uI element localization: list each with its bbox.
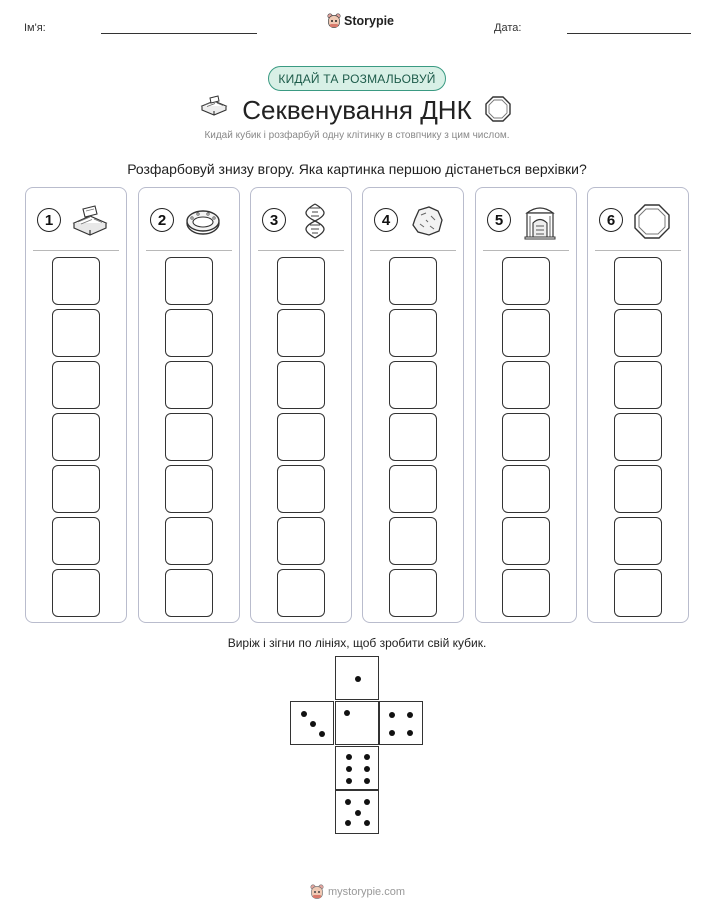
die-pip — [319, 731, 325, 737]
column-header — [476, 188, 576, 250]
die-pip — [310, 721, 316, 727]
footer — [310, 884, 405, 900]
color-cell[interactable] — [614, 361, 662, 409]
column-3 — [250, 187, 352, 623]
date-label: Дата: — [494, 22, 522, 34]
page-subtitle: Кидай кубик і розфарбуй одну клітинку в стовпчику з цим числом. — [204, 130, 510, 141]
octagon-icon — [484, 95, 512, 123]
cell-stack — [389, 257, 437, 621]
octagon-icon — [632, 201, 672, 241]
worksheet-header — [0, 0, 714, 50]
color-cell[interactable] — [389, 361, 437, 409]
column-2 — [138, 187, 240, 623]
cell-stack — [614, 257, 662, 621]
color-cell[interactable] — [52, 361, 100, 409]
color-cell[interactable] — [165, 309, 213, 357]
dna-icon — [295, 201, 335, 241]
column-divider — [33, 250, 119, 251]
die-face-3 — [290, 701, 334, 745]
color-cell[interactable] — [165, 413, 213, 461]
die-face-1 — [335, 656, 379, 700]
die-pip — [344, 710, 350, 716]
die-pip — [407, 712, 413, 718]
color-cell[interactable] — [389, 413, 437, 461]
die-pip — [355, 810, 361, 816]
color-cell[interactable] — [389, 465, 437, 513]
die-pip — [346, 766, 352, 772]
color-cell[interactable] — [389, 257, 437, 305]
die-pip — [364, 754, 370, 760]
color-cell[interactable] — [614, 413, 662, 461]
color-cell[interactable] — [614, 569, 662, 617]
column-4 — [362, 187, 464, 623]
column-number: 3 — [262, 208, 286, 232]
die-pip — [301, 711, 307, 717]
color-cell[interactable] — [614, 309, 662, 357]
instruction-coloring: Розфарбовуй знизу вгору. Яка картинка першою дістанеться верхівки? — [127, 161, 587, 177]
column-1 — [25, 187, 127, 623]
color-cell[interactable] — [502, 569, 550, 617]
die-pip — [364, 766, 370, 772]
column-divider — [146, 250, 232, 251]
color-cell[interactable] — [614, 517, 662, 565]
color-cell[interactable] — [502, 257, 550, 305]
color-cell[interactable] — [277, 569, 325, 617]
die-face-6 — [335, 746, 379, 790]
die-face-1 — [335, 701, 379, 745]
column-number: 6 — [599, 208, 623, 232]
die-pip — [355, 676, 361, 682]
column-header — [139, 188, 239, 250]
color-cell[interactable] — [277, 413, 325, 461]
color-cell[interactable] — [277, 257, 325, 305]
brand-logo — [327, 13, 394, 29]
color-cell[interactable] — [277, 309, 325, 357]
color-cell[interactable] — [165, 361, 213, 409]
color-cell[interactable] — [165, 465, 213, 513]
color-cell[interactable] — [52, 309, 100, 357]
instruction-cube: Виріж і зігни по лініях, щоб зробити свій кубик. — [227, 636, 487, 650]
color-cell[interactable] — [502, 413, 550, 461]
cell-stack — [502, 257, 550, 621]
cell-stack — [52, 257, 100, 621]
die-pip — [364, 820, 370, 826]
color-cell[interactable] — [277, 517, 325, 565]
die-pip — [345, 820, 351, 826]
die-pip — [345, 799, 351, 805]
color-cell[interactable] — [277, 361, 325, 409]
color-cell[interactable] — [389, 569, 437, 617]
brand-name: Storypie — [344, 14, 395, 28]
column-header — [588, 188, 688, 250]
color-cell[interactable] — [52, 517, 100, 565]
column-number: 1 — [37, 208, 61, 232]
color-cell[interactable] — [502, 309, 550, 357]
die-pip — [364, 778, 370, 784]
color-cell[interactable] — [52, 257, 100, 305]
activity-badge: КИДАЙ ТА РОЗМАЛЬОВУЙ — [268, 66, 446, 91]
die-pip — [346, 778, 352, 784]
color-cell[interactable] — [52, 465, 100, 513]
column-header — [363, 188, 463, 250]
color-cell[interactable] — [502, 517, 550, 565]
die-pip — [364, 799, 370, 805]
rock-icon — [407, 201, 447, 241]
color-cell[interactable] — [165, 569, 213, 617]
color-cell[interactable] — [165, 257, 213, 305]
die-pip — [407, 730, 413, 736]
die-pip — [389, 712, 395, 718]
cell-stack — [277, 257, 325, 621]
color-cell[interactable] — [52, 569, 100, 617]
column-divider — [370, 250, 456, 251]
color-cell[interactable] — [502, 465, 550, 513]
name-label: Ім'я: — [24, 22, 46, 34]
color-cell[interactable] — [389, 309, 437, 357]
color-cell[interactable] — [389, 517, 437, 565]
name-line — [101, 33, 257, 34]
column-5 — [475, 187, 577, 623]
color-cell[interactable] — [614, 257, 662, 305]
die-pip — [389, 730, 395, 736]
cell-stack — [165, 257, 213, 621]
column-number: 5 — [487, 208, 511, 232]
page-title: Секвенування ДНК — [242, 95, 472, 125]
column-divider — [483, 250, 569, 251]
color-cell[interactable] — [52, 413, 100, 461]
column-header — [26, 188, 126, 250]
color-cell[interactable] — [277, 465, 325, 513]
die-pip — [346, 754, 352, 760]
ring-icon — [183, 201, 223, 241]
column-number: 4 — [374, 208, 398, 232]
book-icon — [70, 201, 110, 241]
column-divider — [258, 250, 344, 251]
date-line — [567, 33, 691, 34]
column-divider — [595, 250, 681, 251]
column-6 — [587, 187, 689, 623]
footer-url[interactable]: mystorypie.com — [328, 886, 406, 898]
color-cell[interactable] — [165, 517, 213, 565]
color-cell[interactable] — [614, 465, 662, 513]
storypie-mascot-icon — [327, 13, 341, 29]
column-header — [251, 188, 351, 250]
column-number: 2 — [150, 208, 174, 232]
die-face-5 — [335, 790, 379, 834]
die-face-4 — [379, 701, 423, 745]
color-cell[interactable] — [502, 361, 550, 409]
storypie-mascot-icon — [310, 884, 324, 900]
temple-icon — [520, 201, 560, 241]
